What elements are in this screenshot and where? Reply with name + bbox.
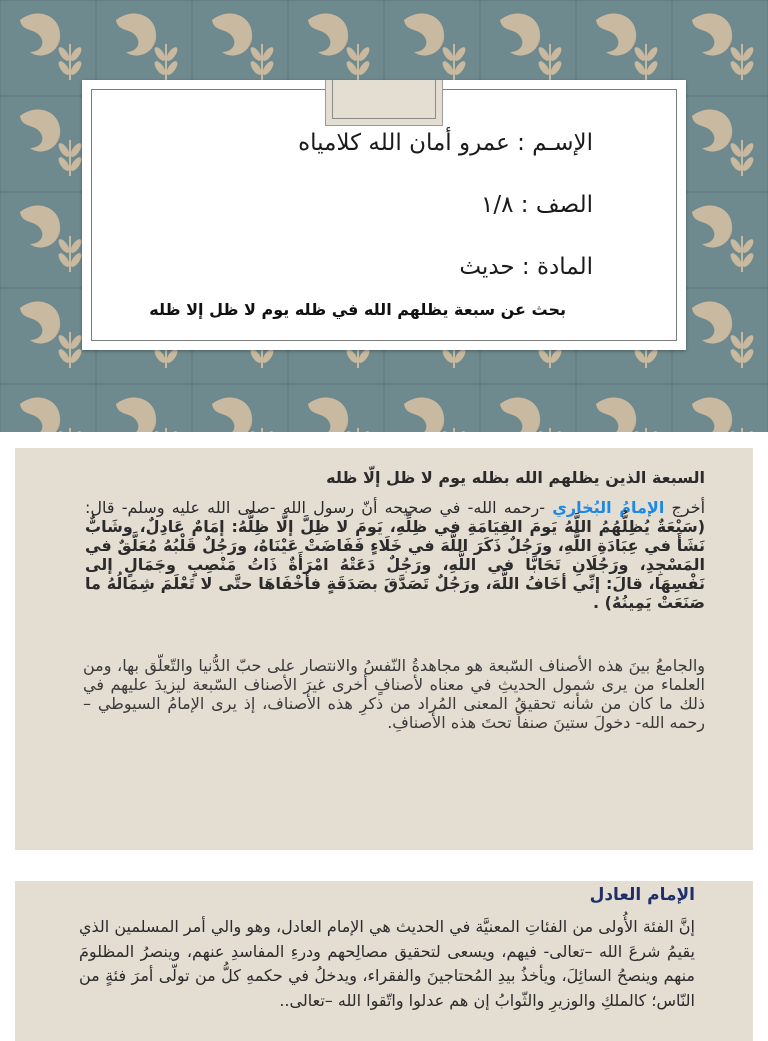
hadith-paragraph	[85, 498, 705, 612]
section-seven-card	[15, 448, 753, 850]
hadith-prefix: -رحمه الله- في صحيحه أنّ رسول الله -صلى الله عليه وسلم- قال:	[85, 498, 545, 517]
just-ruler-paragraph: إنَّ الفئة الأُولى من الفئاتِ المعنيَّة في الحديث هي الإمام العادل، وهو والي أمر المسلمين الذي يقيمُ شرعَ الله –تعالى- فيهم، ويسعى لتحقيق مصالِحهم ودرءِ المفاسدِ عنهم، وينصرُ المظلومَ منهم وينصحُ السائِلَ، ويأخذُ بيدِ المُحتاجينَ والفقراء، ويدخلُ في حكمهِ كلُّ من تولّى أمرَ فئةٍ من النّاس؛ كالملكِ والوزيرِ والثّوابُ إن هم عدلوا واتّقوا الله –تعالى..	[79, 917, 695, 1010]
student-name: الإسـم : عمرو أمان الله كلامياه	[298, 130, 593, 156]
title-card	[82, 80, 686, 350]
research-title: بحث عن سبعة يظلهم الله في ظله يوم لا ظل إلا ظله	[149, 300, 566, 319]
just-ruler-heading: الإمام العادل	[589, 885, 695, 905]
title-card-tab	[325, 80, 443, 126]
student-class: الصف : ١/٨	[481, 192, 593, 218]
section-just-ruler-card	[15, 881, 753, 1041]
explanation-paragraph: والجامعُ بينَ هذه الأصناف السّبعة هو مجاهدةُ النّفسُ والانتصار على حبّ الدُّنيا والتّعلّق بها، ومن العلماء من يرى شمول الحديثِ في معناه لأصنافٍ أخرى غيرَ الأصناف السّبعة ليزيدَ عليهم في ذلك ما كان من شأنه تحقيقُ المعنى المُراد من ذكرِ هذه الأصناف، إذ يرى الإمامُ السيوطي –رحمه الله- دخولَ ستينَ صنفاً تحتَ هذه الأصنافِ.	[83, 656, 705, 732]
hadith-intro: أخرج	[671, 498, 706, 517]
subject: المادة : حديث	[459, 254, 593, 280]
imam-bukhari-link: الإمامُ البُخاري	[552, 498, 665, 517]
hadith-text: (سَبْعَةٌ يُظِلُّهُمُ اللَّهُ يَومَ القِيَامَةِ في ظِلِّهِ، يَومَ لا ظِلَّ إلَّا ظِلُّهُ: إمَامٌ عَادِلٌ، وشَابٌّ نَشَأَ في عِبَادَةِ اللَّهِ، ورَجُلٌ ذَكَرَ اللَّهَ في خَلَاءٍ فَفَاضَتْ عَيْنَاهُ، ورَجُلٌ قَلْبُهُ مُعَلَّقٌ في المَسْجِدِ، ورَجُلَانِ تَحَابَّا في اللَّهِ، ورَجُلٌ دَعَتْهُ امْرَأَةٌ ذَاتُ مَنْصِبٍ وجَمَالٍ إلى نَفْسِهَا، قالَ: إنِّي أخَافُ اللَّهَ، ورَجُلٌ تَصَدَّقَ بصَدَقَةٍ فأخْفَاهَا حتَّى لا تَعْلَمَ شِمَالُهُ ما صَنَعَتْ يَمِينُهُ) .	[85, 517, 705, 612]
section-heading: السبعة الذين يظلهم الله بظله يوم لا ظل إلّا ظله	[326, 468, 705, 487]
